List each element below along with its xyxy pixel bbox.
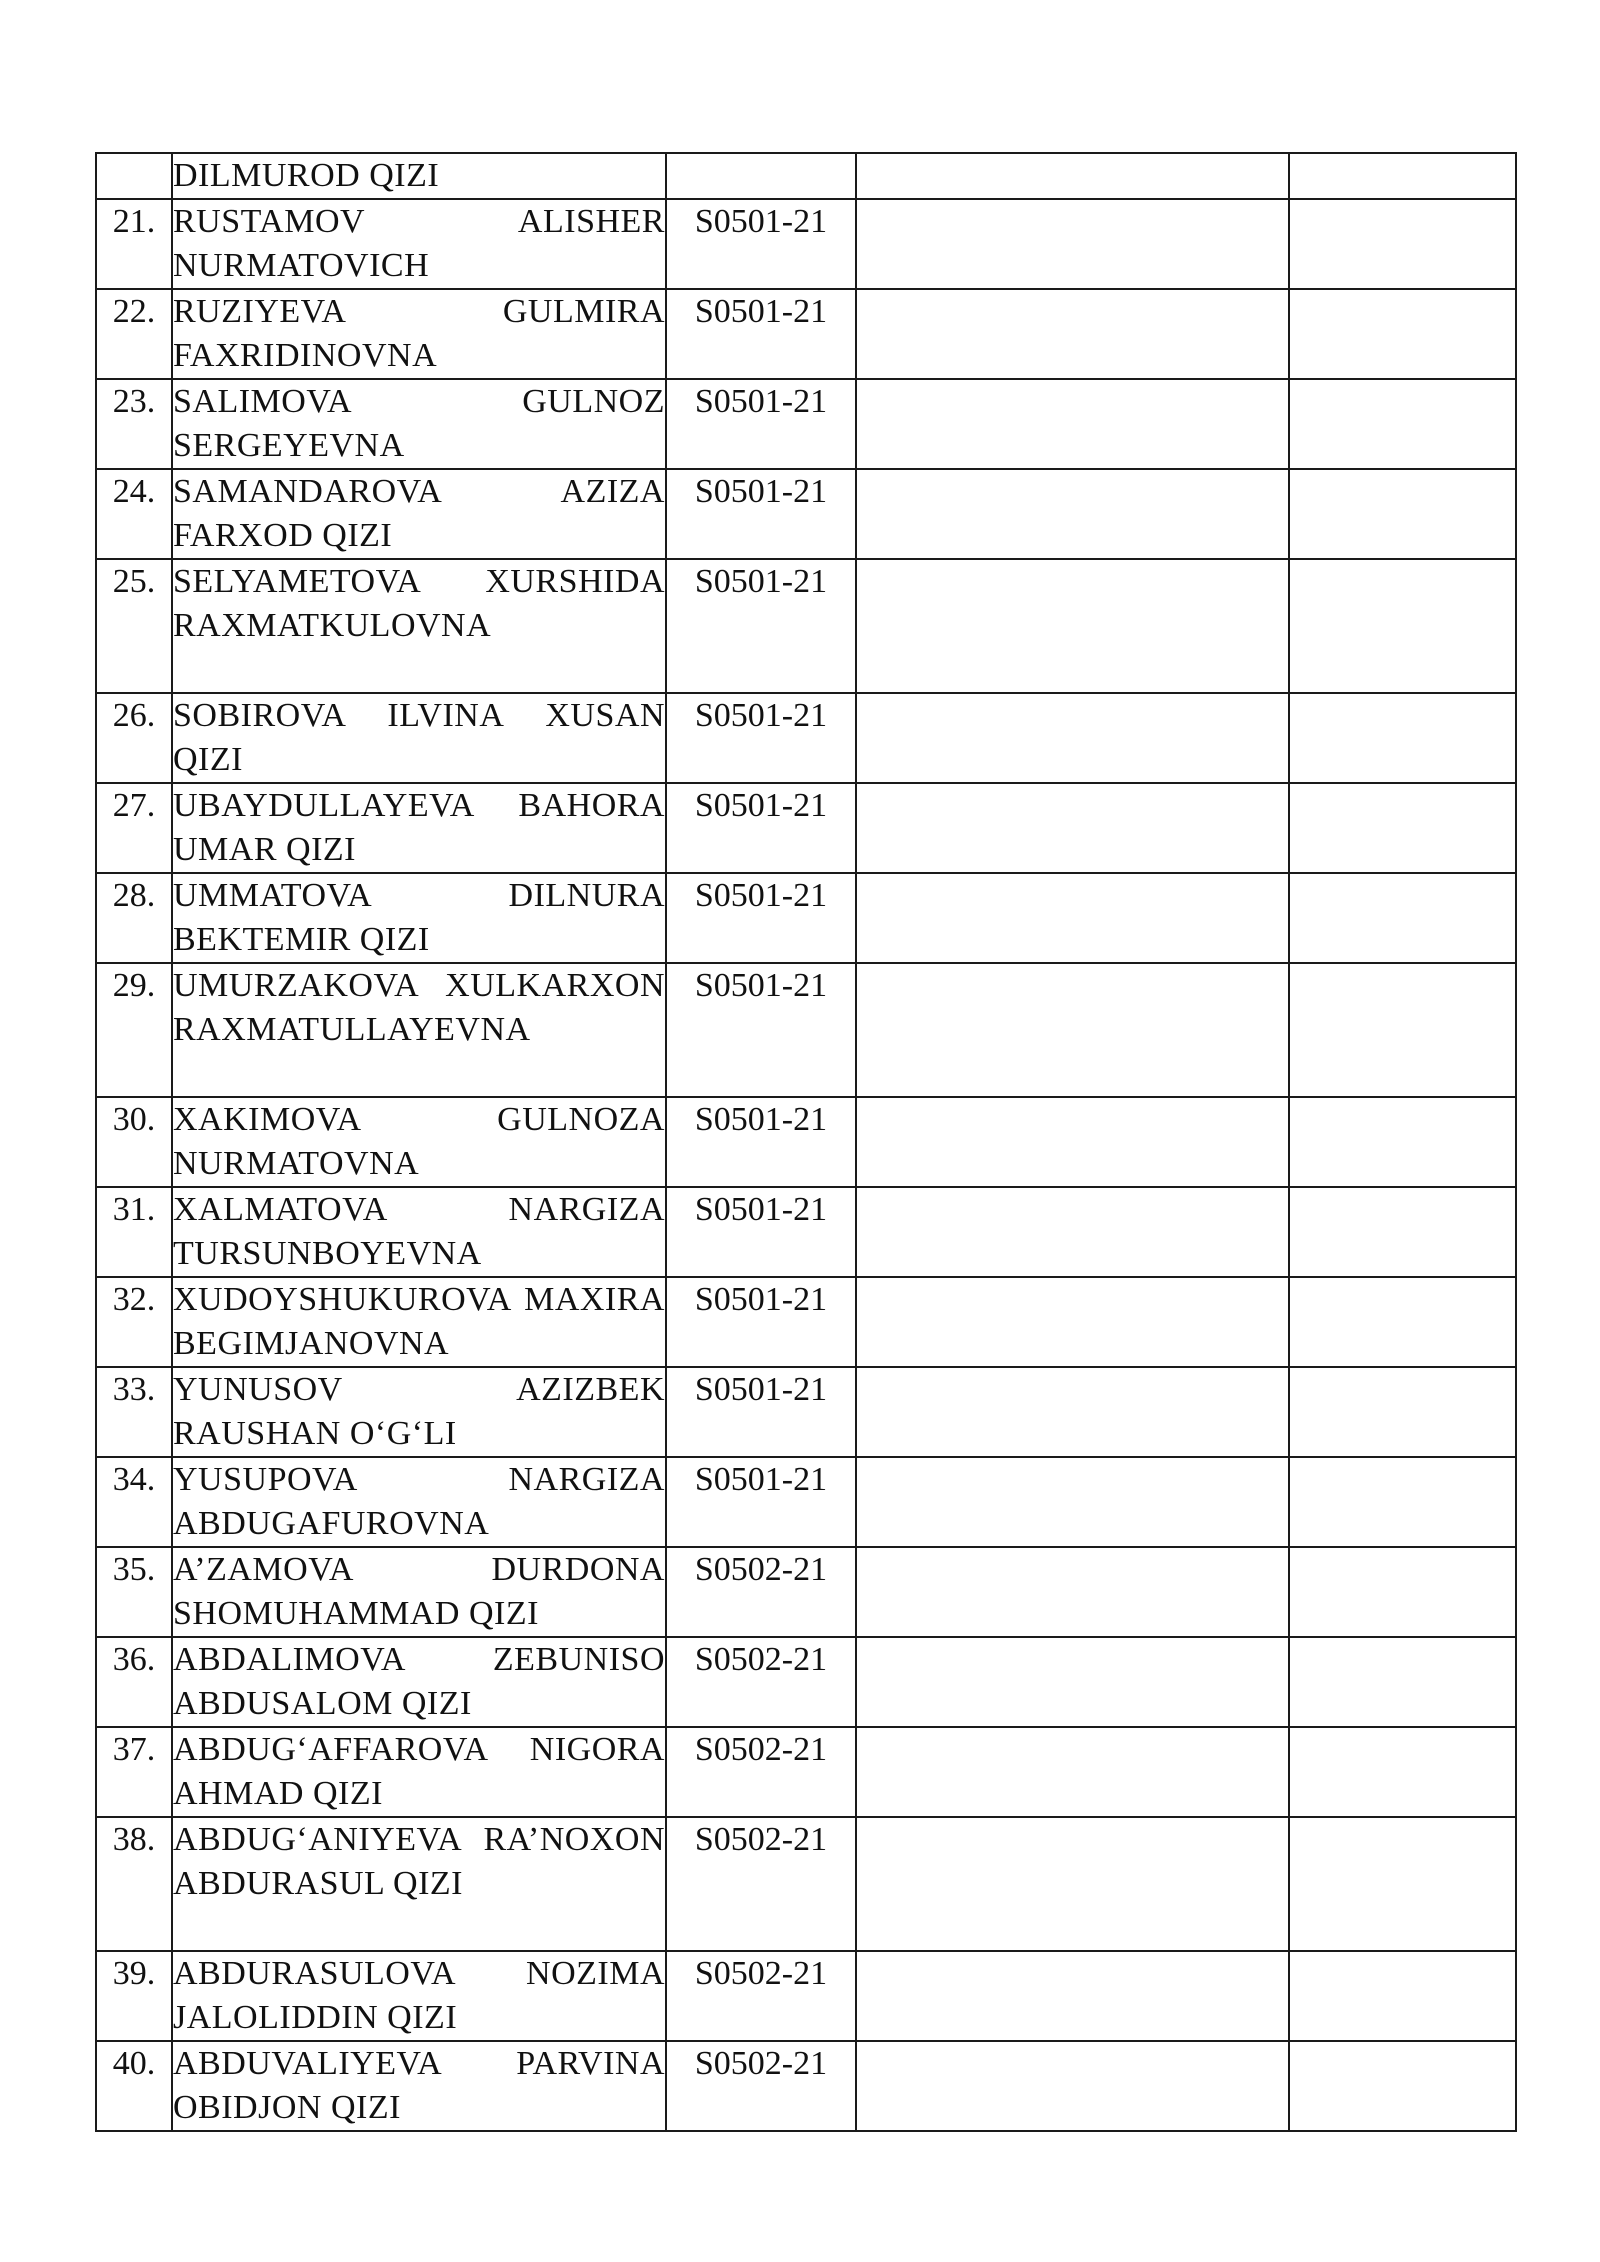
roster-body <box>96 153 1516 2131</box>
table-row <box>96 2041 1516 2131</box>
student-name: ABDURASULOVA NOZIMA JALOLIDDIN QIZI <box>172 1951 666 2041</box>
blank-cell <box>1289 559 1516 693</box>
blank-cell <box>1289 1097 1516 1187</box>
blank-cell <box>856 469 1289 559</box>
row-number: 21. <box>96 199 172 289</box>
table-row <box>96 873 1516 963</box>
table-row <box>96 1547 1516 1637</box>
blank-cell <box>1289 1817 1516 1951</box>
table-row <box>96 963 1516 1097</box>
blank-cell <box>856 1817 1289 1951</box>
group-code: S0501-21 <box>666 1277 856 1367</box>
row-number: 36. <box>96 1637 172 1727</box>
row-number: 28. <box>96 873 172 963</box>
student-name: UBAYDULLAYEVA BAHORA UMAR QIZI <box>172 783 666 873</box>
table-row <box>96 559 1516 693</box>
group-code: S0502-21 <box>666 1727 856 1817</box>
row-number: 33. <box>96 1367 172 1457</box>
group-code: S0501-21 <box>666 783 856 873</box>
blank-cell <box>856 1277 1289 1367</box>
blank-cell <box>856 873 1289 963</box>
blank-cell <box>856 1951 1289 2041</box>
blank-cell <box>1289 963 1516 1097</box>
row-number: 30. <box>96 1097 172 1187</box>
table-row <box>96 379 1516 469</box>
table-row <box>96 289 1516 379</box>
group-code: S0502-21 <box>666 1817 856 1951</box>
blank-cell <box>856 783 1289 873</box>
table-row <box>96 469 1516 559</box>
row-number: 25. <box>96 559 172 693</box>
blank-cell <box>856 1367 1289 1457</box>
student-name: SELYAMETOVA XURSHIDA RAXMATKULOVNA <box>172 559 666 693</box>
student-name: ABDUG‘ANIYEVA RA’NOXON ABDURASUL QIZI <box>172 1817 666 1951</box>
student-name: DILMUROD QIZI <box>172 153 666 199</box>
blank-cell <box>1289 1951 1516 2041</box>
row-number: 31. <box>96 1187 172 1277</box>
blank-cell <box>1289 693 1516 783</box>
blank-cell <box>1289 469 1516 559</box>
blank-cell <box>1289 1547 1516 1637</box>
blank-cell <box>1289 153 1516 199</box>
student-name: UMMATOVA DILNURA BEKTEMIR QIZI <box>172 873 666 963</box>
table-row <box>96 1951 1516 2041</box>
blank-cell <box>856 2041 1289 2131</box>
row-number: 29. <box>96 963 172 1097</box>
blank-cell <box>1289 289 1516 379</box>
row-number <box>96 153 172 199</box>
blank-cell <box>1289 2041 1516 2131</box>
student-name: ABDUVALIYEVA PARVINA OBIDJON QIZI <box>172 2041 666 2131</box>
group-code: S0501-21 <box>666 559 856 693</box>
blank-cell <box>856 963 1289 1097</box>
group-code: S0501-21 <box>666 693 856 783</box>
group-code: S0501-21 <box>666 469 856 559</box>
student-name: XAKIMOVA GULNOZA NURMATOVNA <box>172 1097 666 1187</box>
blank-cell <box>856 1727 1289 1817</box>
student-name: XUDOYSHUKUROVA MAXIRA BEGIMJANOVNA <box>172 1277 666 1367</box>
table-row <box>96 783 1516 873</box>
row-number: 24. <box>96 469 172 559</box>
blank-cell <box>1289 873 1516 963</box>
group-code: S0502-21 <box>666 1951 856 2041</box>
row-number: 35. <box>96 1547 172 1637</box>
group-code: S0501-21 <box>666 1097 856 1187</box>
table-row <box>96 1817 1516 1951</box>
blank-cell <box>1289 1457 1516 1547</box>
blank-cell <box>856 153 1289 199</box>
group-code: S0502-21 <box>666 1637 856 1727</box>
table-row <box>96 1457 1516 1547</box>
row-number: 37. <box>96 1727 172 1817</box>
table-row <box>96 1367 1516 1457</box>
student-name: ABDUG‘AFFAROVA NIGORA AHMAD QIZI <box>172 1727 666 1817</box>
blank-cell <box>1289 1637 1516 1727</box>
student-name: RUZIYEVA GULMIRA FAXRIDINOVNA <box>172 289 666 379</box>
group-code: S0501-21 <box>666 873 856 963</box>
group-code <box>666 153 856 199</box>
blank-cell <box>1289 1367 1516 1457</box>
group-code: S0501-21 <box>666 1457 856 1547</box>
row-number: 27. <box>96 783 172 873</box>
table-row <box>96 153 1516 199</box>
blank-cell <box>856 693 1289 783</box>
row-number: 40. <box>96 2041 172 2131</box>
blank-cell <box>856 1457 1289 1547</box>
student-name: A’ZAMOVA DURDONA SHOMUHAMMAD QIZI <box>172 1547 666 1637</box>
row-number: 39. <box>96 1951 172 2041</box>
table-row <box>96 199 1516 289</box>
blank-cell <box>856 379 1289 469</box>
group-code: S0501-21 <box>666 379 856 469</box>
student-name: RUSTAMOV ALISHER NURMATOVICH <box>172 199 666 289</box>
blank-cell <box>1289 1727 1516 1817</box>
group-code: S0502-21 <box>666 2041 856 2131</box>
table-row <box>96 1277 1516 1367</box>
blank-cell <box>1289 379 1516 469</box>
table-row <box>96 1097 1516 1187</box>
group-code: S0502-21 <box>666 1547 856 1637</box>
student-name: SALIMOVA GULNOZ SERGEYEVNA <box>172 379 666 469</box>
blank-cell <box>856 1187 1289 1277</box>
blank-cell <box>856 199 1289 289</box>
row-number: 22. <box>96 289 172 379</box>
group-code: S0501-21 <box>666 1367 856 1457</box>
blank-cell <box>856 1547 1289 1637</box>
student-name: YUSUPOVA NARGIZA ABDUGAFUROVNA <box>172 1457 666 1547</box>
blank-cell <box>856 1097 1289 1187</box>
student-roster-table <box>95 152 1517 2132</box>
student-name: ABDALIMOVA ZEBUNISO ABDUSALOM QIZI <box>172 1637 666 1727</box>
group-code: S0501-21 <box>666 199 856 289</box>
row-number: 32. <box>96 1277 172 1367</box>
table-row <box>96 693 1516 783</box>
blank-cell <box>1289 1277 1516 1367</box>
row-number: 38. <box>96 1817 172 1951</box>
blank-cell <box>856 1637 1289 1727</box>
student-name: XALMATOVA NARGIZA TURSUNBOYEVNA <box>172 1187 666 1277</box>
group-code: S0501-21 <box>666 963 856 1097</box>
table-row <box>96 1637 1516 1727</box>
student-name: SAMANDAROVA AZIZA FARXOD QIZI <box>172 469 666 559</box>
blank-cell <box>1289 1187 1516 1277</box>
table-row <box>96 1187 1516 1277</box>
row-number: 26. <box>96 693 172 783</box>
group-code: S0501-21 <box>666 1187 856 1277</box>
blank-cell <box>856 289 1289 379</box>
table-row <box>96 1727 1516 1817</box>
student-name: YUNUSOV AZIZBEK RAUSHAN O‘G‘LI <box>172 1367 666 1457</box>
row-number: 23. <box>96 379 172 469</box>
group-code: S0501-21 <box>666 289 856 379</box>
blank-cell <box>1289 783 1516 873</box>
student-name: SOBIROVA ILVINA XUSAN QIZI <box>172 693 666 783</box>
student-name: UMURZAKOVA XULKARXON RAXMATULLAYEVNA <box>172 963 666 1097</box>
row-number: 34. <box>96 1457 172 1547</box>
blank-cell <box>856 559 1289 693</box>
blank-cell <box>1289 199 1516 289</box>
